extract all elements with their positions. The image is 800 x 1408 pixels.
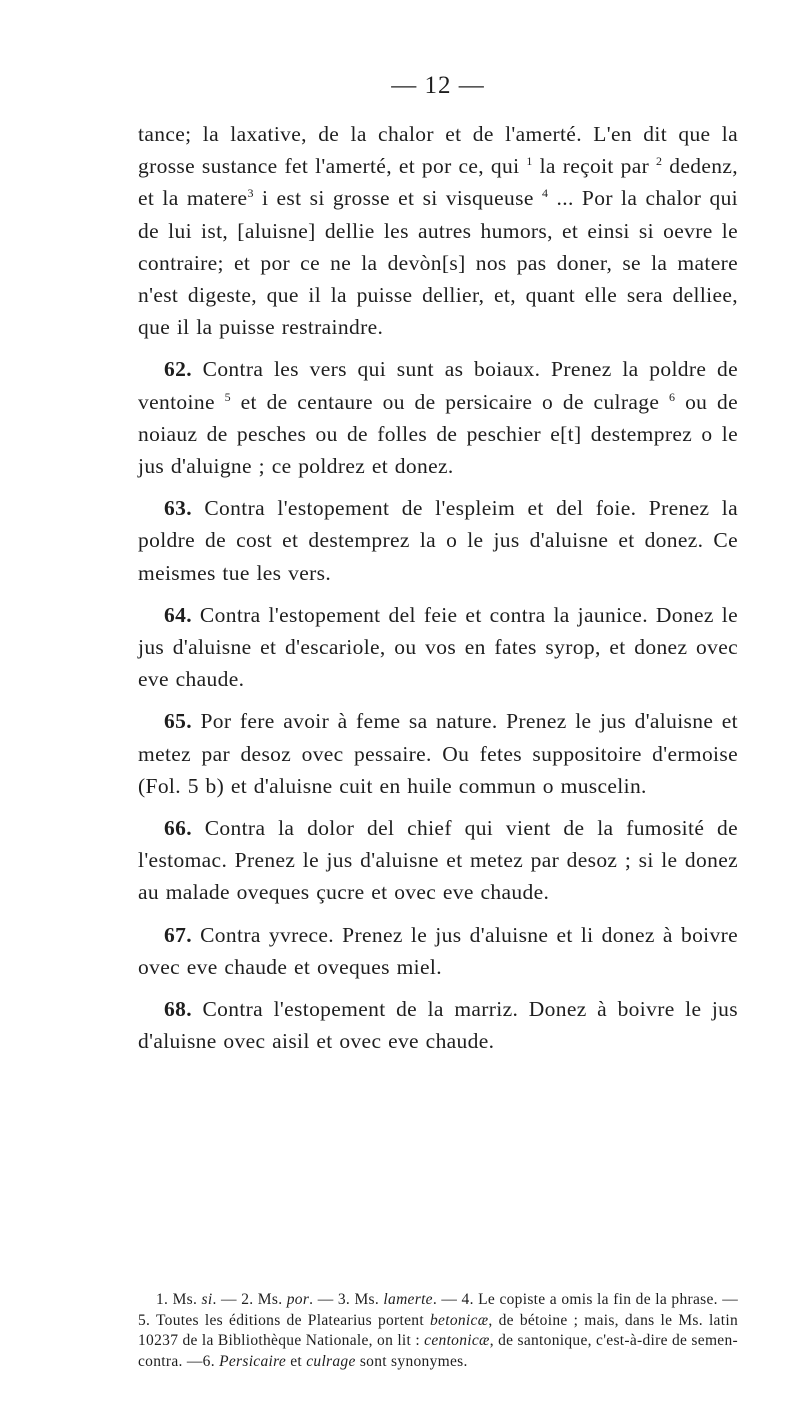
recipe-number: 64.: [164, 602, 192, 627]
recipe-number: 68.: [164, 997, 192, 1022]
recipe-paragraph: [138, 599, 738, 696]
recipe-number: 67.: [164, 922, 192, 947]
paragraph-text: i est si grosse et si visqueuse: [253, 186, 542, 211]
paragraph-text: Por fere avoir à feme sa nature. Prenez le jus d'aluisne et metez par desoz ovec pessaire. Ou fetes suppositoire d'ermoise (Fol. 5 b) et d'aluisne cuit en huile commun o muscelin.: [138, 709, 738, 798]
recipe-number: 62.: [164, 357, 192, 382]
recipe-paragraph: [138, 919, 738, 983]
footnote-text: sont synonymes.: [355, 1352, 468, 1370]
footnote-text: . — 4. Le copiste a omis la fin de la phrase. — 5. Toutes les éditions de Platearius portent: [138, 1291, 738, 1329]
paragraph-text: et de centaure ou de persicaire o de culrage: [230, 389, 669, 414]
footnote-italic-term: lamerte: [383, 1291, 433, 1308]
footnote-marker: 5: [224, 389, 231, 404]
page-number: — 12 —: [391, 72, 485, 99]
footnote-marker: 4: [541, 186, 549, 201]
footnote-text: et: [286, 1352, 307, 1370]
paragraph-text: tance; la laxative, de la chalor et de l'amerté. L'en dit que la grosse sustance fet l'amerté, et por ce, qui: [138, 122, 738, 179]
footnote-marker: 6: [669, 389, 676, 404]
footnote-marker: 2: [656, 154, 663, 169]
footnote-italic-term: por: [286, 1291, 310, 1308]
paragraph-text: Contra l'estopement del feie et contra la jaunice. Donez le jus d'aluisne et d'escariole, ou vos en fates syrop, et donez ovec eve chaude.: [138, 602, 738, 692]
footnote-italic-term: betonicæ: [430, 1311, 489, 1329]
recipe-number: 66.: [164, 816, 192, 841]
footnote-text: 1. Ms.: [156, 1291, 202, 1308]
paragraph-text: Contra l'estopement de la marriz. Donez à boivre le jus d'aluisne ovec aisil et ovec eve chaude.: [138, 997, 738, 1054]
recipe-paragraph: [138, 353, 738, 482]
footnote-marker: 3: [247, 186, 254, 201]
recipe-paragraph: [138, 993, 738, 1057]
recipe-number: 63.: [164, 496, 192, 521]
paragraph-text: Contra la dolor del chief qui vient de la fumosité de l'estomac. Prenez le jus d'aluisne et metez par desoz ; si le donez au malade oveques çucre et ovec eve chaude.: [138, 816, 738, 905]
paragraph-text: Contra les vers qui sunt as boiaux. Prenez la poldre de ventoine: [138, 357, 738, 414]
paragraph-text: Contra yvrece. Prenez le jus d'aluisne et li donez à boivre ovec eve chaude et oveques miel.: [138, 922, 738, 979]
recipe-paragraph: [138, 812, 738, 909]
footnotes: [138, 1290, 738, 1372]
continuation-paragraph: [138, 118, 738, 343]
paragraph-text: ou de noiauz de pesches ou de folles de peschier e[t] destemprez o le jus d'aluigne ; ce poldrez et donez.: [138, 389, 738, 479]
recipe-paragraph: [138, 492, 738, 589]
recipe-number: 65.: [164, 709, 192, 734]
paragraph-text: Contra l'estopement de l'espleim et del foie. Prenez la poldre de cost et destemprez la o le jus d'aluisne et donez. Ce meismes tue les vers.: [138, 496, 738, 585]
recipe-paragraph: [138, 705, 738, 802]
footnote-marker: 1: [526, 154, 533, 169]
footnote-italic-term: Persicaire: [219, 1352, 287, 1370]
body-text: [138, 118, 738, 1067]
footnote-text: , de bétoine ; mais, dans le Ms. latin 10237 de la Bibliothèque Nationale, on lit :: [138, 1311, 739, 1349]
footnote-text: . — 3. Ms.: [309, 1291, 384, 1308]
footnote-text: . — 2. Ms.: [212, 1291, 287, 1308]
paragraph-text: dedenz, et la matere: [138, 154, 738, 211]
paragraph-text: la reçoit par: [532, 154, 657, 179]
footnote-text: , de santonique, c'est-à-dire de semen-contra. —6.: [138, 1332, 738, 1370]
footnote-italic-term: centonicæ: [424, 1332, 490, 1349]
paragraph-text: ... Por la chalor qui de lui ist, [aluisne] dellie les autres humors, et einsi si oevre le contraire; et por ce ne la devòn[s] nos pas doner, se la matere n'est digeste, que il la puisse dellier, et, quant elle sera delliee, que il la puisse restraindre.: [138, 186, 738, 340]
footnote-italic-term: culrage: [306, 1352, 356, 1370]
footnote-italic-term: si: [201, 1291, 213, 1308]
